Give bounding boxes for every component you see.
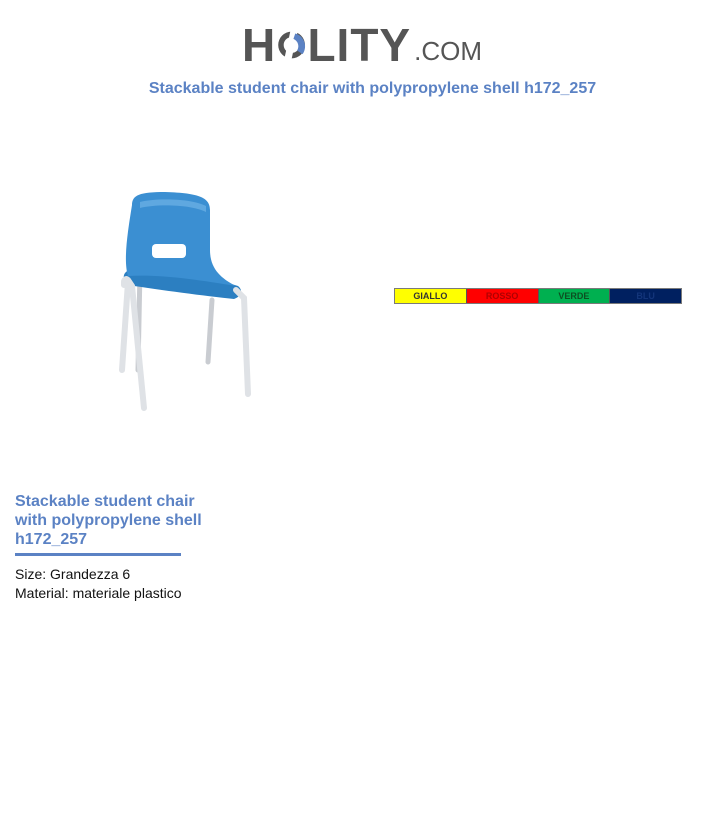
color-swatches bbox=[394, 288, 682, 304]
logo-text-com: .COM bbox=[414, 36, 482, 66]
swatch-blu[interactable]: BLU bbox=[610, 289, 681, 303]
swatch-verde[interactable]: VERDE bbox=[539, 289, 611, 303]
title-divider bbox=[15, 553, 181, 556]
product-title: Stackable student chair with polypropylene shell h172_257 bbox=[15, 493, 202, 548]
spec-material-value: materiale plastico bbox=[72, 585, 182, 601]
o-circle-logo-icon bbox=[277, 20, 306, 70]
product-chair-image bbox=[110, 190, 260, 420]
swatch-rosso[interactable]: ROSSO bbox=[467, 289, 539, 303]
spec-material-label: Material: bbox=[15, 585, 69, 601]
spec-material bbox=[15, 585, 182, 601]
site-logo[interactable] bbox=[242, 12, 482, 71]
logo-text-lity: LITY bbox=[307, 19, 412, 71]
logo-text-h: H bbox=[242, 19, 277, 71]
spec-size-label: Size: bbox=[15, 566, 47, 582]
swatch-giallo[interactable]: GIALLO bbox=[395, 289, 467, 303]
spec-size-value: Grandezza 6 bbox=[50, 566, 131, 582]
spec-size bbox=[15, 566, 130, 582]
page-title: Stackable student chair with polypropylene shell h172_257 bbox=[148, 80, 597, 97]
